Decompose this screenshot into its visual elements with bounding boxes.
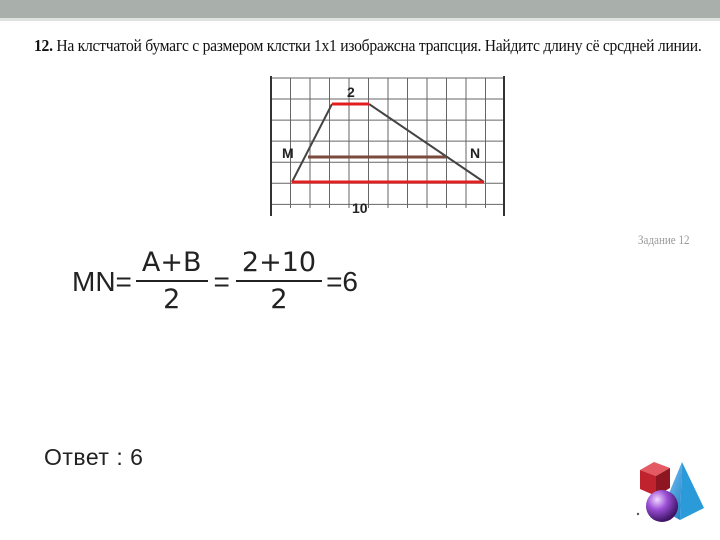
fraction-general [136,248,208,316]
formula-lhs: MN= [72,266,132,297]
formula-equals: = [213,266,230,297]
bottom-base-label: 10 [352,200,368,216]
point-m-label: M [282,145,294,161]
side-reference: Задание 12 [638,232,690,247]
fraction-general-numerator: A+B [136,248,208,282]
fraction-substituted-denominator: 2 [270,284,288,315]
top-bar [0,0,720,18]
task-number: 12. [34,36,53,55]
fraction-substituted-numerator: 2+10 [236,248,322,282]
grid-paper [271,78,504,208]
answer-text: Ответ : 6 [44,444,144,470]
sphere-shape [646,490,678,522]
task-statement [34,36,701,56]
geometric-shapes-icon [632,458,712,530]
pyramid-side [680,462,704,520]
fraction-substituted [236,248,322,316]
formula-result: =6 [326,266,358,297]
fraction-general-denominator: 2 [163,284,181,315]
task-text: На клстчатой бумагс с размером клстки 1x1 изображсна трапсция. Найдитс длину сё срсдней линии. [52,36,702,55]
midline-formula [72,248,358,316]
point-n-label: N [470,145,481,161]
trapezoid-figure [268,76,508,218]
top-base-label: 2 [347,84,355,100]
left-leg [292,104,332,182]
small-dot [637,513,639,515]
top-bar-edge [0,18,720,21]
